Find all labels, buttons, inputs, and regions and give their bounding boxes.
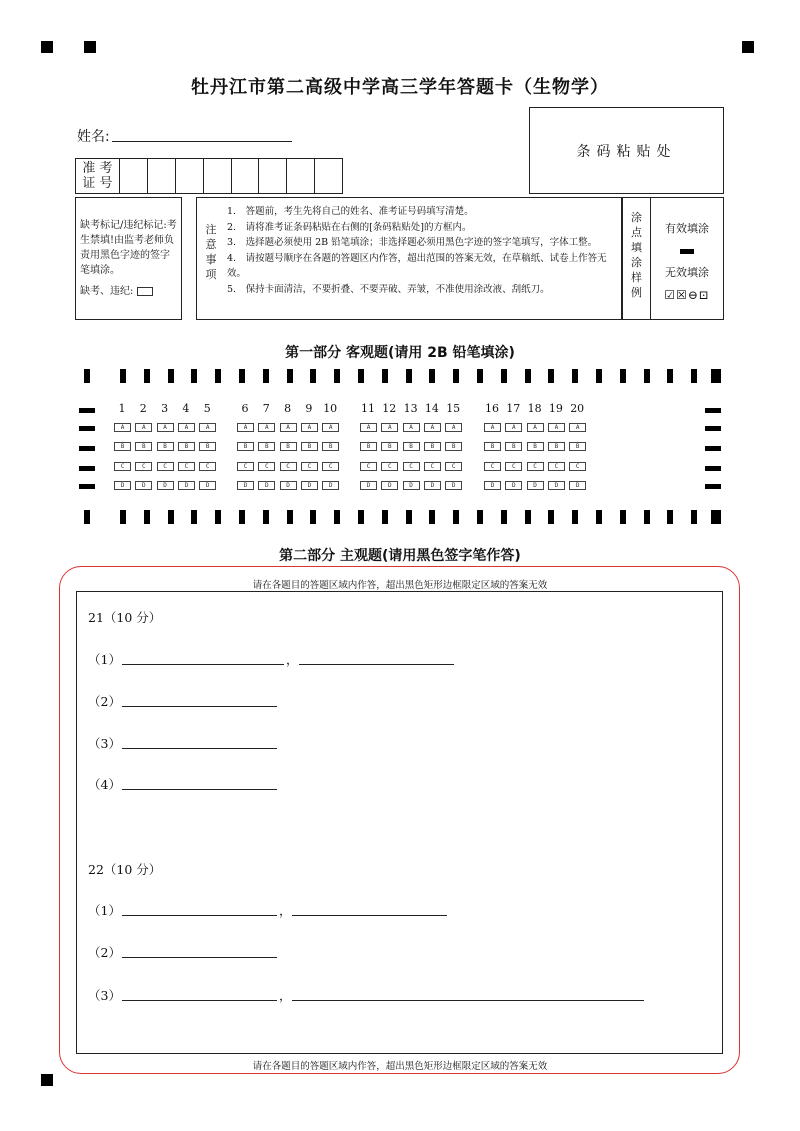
timing-mark [596, 369, 602, 383]
timing-mark [711, 510, 717, 524]
timing-mark [310, 369, 316, 383]
timing-mark [572, 369, 578, 383]
answer-bubble[interactable]: D [548, 481, 565, 490]
answer-bubble[interactable]: A [280, 423, 297, 432]
absent-mark-row: 缺考、违纪: [80, 284, 178, 299]
notice-item: 5. 保持卡面清洁，不要折叠、不要弄破、弄皱，不准使用涂改液、刮纸刀。 [227, 283, 550, 295]
fill-sample-label: 涂 点 填 涂 样 例 [623, 198, 651, 319]
answer-bubble[interactable]: C [301, 462, 318, 471]
answer-bubble[interactable]: C [484, 462, 501, 471]
absent-instructions: 缺考标记/违纪标记:考生禁填!由监考老师负责用黑色字迹的签字笔填涂。 [80, 220, 177, 276]
answer-bubble[interactable]: D [114, 481, 131, 490]
timing-mark [644, 369, 650, 383]
question-number: 19 [548, 402, 563, 415]
answer-bubble[interactable]: A [301, 423, 318, 432]
timing-mark [453, 510, 459, 524]
timing-mark [358, 369, 364, 383]
timing-mark [429, 369, 435, 383]
answer-bubble[interactable]: A [360, 423, 377, 432]
answer-bubble[interactable]: B [360, 442, 377, 451]
q22-answer-line[interactable] [122, 915, 277, 916]
absent-mark-box [75, 197, 182, 320]
answer-bubble[interactable]: D [280, 481, 297, 490]
answer-bubble[interactable]: C [114, 462, 131, 471]
exam-id-cell[interactable] [287, 159, 315, 193]
timing-mark [84, 510, 90, 524]
exam-id-cell[interactable] [232, 159, 260, 193]
answer-bubble[interactable]: A [322, 423, 339, 432]
q21-comma: ， [286, 652, 299, 667]
timing-mark [525, 510, 531, 524]
question-number: 10 [323, 402, 338, 415]
question-number: 2 [139, 402, 147, 415]
timing-mark [501, 510, 507, 524]
answer-bubble[interactable]: A [569, 423, 586, 432]
timing-mark [239, 369, 245, 383]
timing-mark [144, 369, 150, 383]
q21-sub-1: （1） [88, 652, 121, 667]
row-mark [79, 408, 95, 413]
row-mark [79, 484, 95, 489]
answer-bubble[interactable]: A [157, 423, 174, 432]
exam-id-label: 准 考 证 号 [76, 159, 120, 193]
answer-bubble[interactable]: C [403, 462, 420, 471]
barcode-area: 条码粘贴处 [529, 107, 724, 194]
answer-bubble[interactable]: B [237, 442, 254, 451]
answer-bubble[interactable]: A [114, 423, 131, 432]
answer-bubble[interactable]: D [178, 481, 195, 490]
exam-id-grid [75, 158, 343, 194]
question-number: 16 [485, 402, 499, 415]
timing-mark [358, 510, 364, 524]
q21-sub-4: （4） [88, 777, 121, 792]
exam-id-cell[interactable] [315, 159, 342, 193]
timing-mark [572, 510, 578, 524]
answer-bubble[interactable]: C [548, 462, 565, 471]
timing-mark [406, 510, 412, 524]
answer-area-hint-bottom: 请在各题目的答题区域内作答，超出黑色矩形边框限定区域的答案无效 [252, 1061, 548, 1072]
answer-bubble[interactable]: D [403, 481, 420, 490]
answer-bubble[interactable]: A [258, 423, 275, 432]
page-title: 牡丹江市第二高级中学高三学年答题卡（生物学） [191, 77, 609, 98]
fill-sample-body: 有效填涂 无效填涂 ☑☒⊖⊡ [651, 198, 723, 319]
question-number: 11 [361, 402, 375, 415]
timing-mark [310, 510, 316, 524]
answer-bubble[interactable]: C [381, 462, 398, 471]
q21-answer-line[interactable] [122, 706, 277, 707]
answer-bubble[interactable]: D [360, 481, 377, 490]
timing-mark [191, 510, 197, 524]
answer-bubble[interactable]: A [403, 423, 420, 432]
answer-bubble[interactable]: A [484, 423, 501, 432]
timing-mark [596, 510, 602, 524]
question-number: 4 [182, 402, 190, 415]
corner-mark-tl1 [41, 41, 53, 53]
timing-mark [477, 510, 483, 524]
answer-bubble[interactable]: B [445, 442, 462, 451]
answer-bubble[interactable]: A [445, 423, 462, 432]
row-mark [705, 408, 721, 413]
answer-area-hint-top: 请在各题目的答题区域内作答，超出黑色矩形边框限定区域的答案无效 [252, 580, 548, 591]
timing-mark [84, 369, 90, 383]
answer-bubble[interactable]: B [403, 442, 420, 451]
answer-bubble[interactable]: C [157, 462, 174, 471]
name-label: 姓名: [77, 129, 110, 145]
q22-sub-3: （3） [88, 988, 121, 1003]
absent-mark-bubble[interactable] [137, 287, 153, 296]
valid-fill-icon [680, 249, 694, 254]
q21-sub-2: （2） [88, 694, 121, 709]
timing-mark [144, 510, 150, 524]
answer-bubble[interactable]: C [569, 462, 586, 471]
answer-bubble[interactable]: B [135, 442, 152, 451]
timing-mark [382, 369, 388, 383]
exam-id-cell[interactable] [176, 159, 204, 193]
timing-mark [263, 510, 269, 524]
answer-bubble[interactable]: B [258, 442, 275, 451]
answer-bubble[interactable]: D [381, 481, 398, 490]
answer-bubble[interactable]: D [157, 481, 174, 490]
answer-bubble[interactable]: B [381, 442, 398, 451]
timing-mark [263, 369, 269, 383]
timing-mark [644, 510, 650, 524]
invalid-fill-icon: ☑☒⊖⊡ [664, 288, 710, 302]
answer-bubble[interactable]: A [237, 423, 254, 432]
timing-mark [453, 369, 459, 383]
answer-bubble[interactable]: D [527, 481, 544, 490]
question-number: 6 [241, 402, 249, 415]
answer-bubble[interactable]: D [258, 481, 275, 490]
question-number: 14 [424, 402, 439, 415]
answer-bubble[interactable]: D [135, 481, 152, 490]
answer-bubble[interactable]: D [199, 481, 216, 490]
row-mark [705, 446, 721, 451]
corner-mark-bl [41, 1074, 53, 1086]
timing-mark [406, 369, 412, 383]
answer-bubble[interactable]: C [258, 462, 275, 471]
timing-mark [215, 369, 221, 383]
timing-mark [620, 510, 626, 524]
answer-bubble[interactable]: D [569, 481, 586, 490]
q21-answer-line[interactable] [122, 789, 277, 790]
answer-bubble[interactable]: D [322, 481, 339, 490]
row-mark [705, 466, 721, 471]
subjective-answer-area [76, 591, 723, 1054]
notice-label: 注 意 事 项 [205, 223, 217, 281]
timing-mark [691, 369, 697, 383]
timing-mark [334, 369, 340, 383]
q22-comma: ， [279, 903, 292, 918]
timing-mark [120, 369, 126, 383]
answer-bubble[interactable]: C [322, 462, 339, 471]
notice-item: 4. 请按题号顺序在各题的答题区内作答，超出范围的答案无效，在草稿纸、试卷上作答无效。 [227, 252, 607, 279]
q21-answer-line[interactable] [122, 748, 277, 749]
q22-sub-1: （1） [88, 903, 121, 918]
row-mark [79, 426, 95, 431]
timing-mark [711, 369, 717, 383]
name-field[interactable] [112, 141, 292, 142]
answer-bubble[interactable]: C [135, 462, 152, 471]
question-number: 8 [284, 402, 292, 415]
q21-sub-3: （3） [88, 736, 121, 751]
answer-bubble[interactable]: B [322, 442, 339, 451]
timing-mark [168, 369, 174, 383]
answer-bubble[interactable]: D [424, 481, 441, 490]
answer-bubble[interactable]: B [424, 442, 441, 451]
q22-answer-line[interactable] [122, 957, 277, 958]
answer-bubble[interactable]: B [157, 442, 174, 451]
answer-bubble[interactable]: C [527, 462, 544, 471]
q22-answer-line[interactable] [122, 1000, 277, 1001]
answer-bubble[interactable]: D [445, 481, 462, 490]
answer-bubble[interactable]: A [548, 423, 565, 432]
row-mark [79, 446, 95, 451]
answer-bubble[interactable]: A [199, 423, 216, 432]
answer-bubble[interactable]: C [445, 462, 462, 471]
answer-bubble[interactable]: D [484, 481, 501, 490]
answer-bubble[interactable]: C [199, 462, 216, 471]
timing-mark [477, 369, 483, 383]
row-mark [705, 484, 721, 489]
notice-item: 3. 选择题必须使用 2B 铅笔填涂；非选择题必须用黑色字迹的签字笔填写，字体工整。 [227, 237, 598, 248]
answer-bubble[interactable]: A [527, 423, 544, 432]
question-number: 18 [527, 402, 542, 415]
answer-bubble[interactable]: A [505, 423, 522, 432]
exam-id-cell[interactable] [259, 159, 287, 193]
notice-item: 2. 请将准考证条码粘贴在右侧的[条码粘贴处]的方框内。 [227, 221, 472, 233]
timing-mark [525, 369, 531, 383]
corner-mark-tl2 [84, 41, 96, 53]
timing-mark [691, 510, 697, 524]
timing-mark [429, 510, 435, 524]
answer-bubble[interactable]: B [527, 442, 544, 451]
answer-bubble[interactable]: C [360, 462, 377, 471]
answer-bubble[interactable]: B [505, 442, 522, 451]
exam-id-cell[interactable] [120, 159, 148, 193]
corner-mark-tr [742, 41, 754, 53]
answer-bubble[interactable]: B [114, 442, 131, 451]
question-number: 13 [403, 402, 418, 415]
timing-mark [334, 510, 340, 524]
q21-answer-line[interactable] [299, 664, 454, 665]
row-mark [79, 466, 95, 471]
timing-mark [548, 369, 554, 383]
answer-bubble[interactable]: C [424, 462, 441, 471]
timing-mark [667, 369, 673, 383]
question-number: 17 [506, 402, 521, 415]
answer-bubble[interactable]: C [280, 462, 297, 471]
answer-bubble[interactable]: B [548, 442, 565, 451]
answer-bubble[interactable]: A [381, 423, 398, 432]
q22-sub-2: （2） [88, 945, 121, 960]
answer-bubble[interactable]: A [178, 423, 195, 432]
timing-mark [239, 510, 245, 524]
fill-sample-box [622, 197, 724, 320]
part2-title: 第二部分 主观题(请用黑色签字笔作答) [279, 548, 521, 564]
answer-bubble[interactable]: D [237, 481, 254, 490]
timing-mark [620, 369, 626, 383]
question-number: 12 [382, 402, 397, 415]
question-number: 20 [570, 402, 585, 415]
exam-id-cell[interactable] [148, 159, 176, 193]
answer-bubble[interactable]: B [199, 442, 216, 451]
timing-mark [287, 510, 293, 524]
notice-item: 1. 答题前，考生先将自己的姓名、准考证号码填写清楚。 [227, 206, 474, 217]
notice-items [225, 198, 621, 319]
answer-bubble[interactable]: A [424, 423, 441, 432]
question-number: 3 [161, 402, 169, 415]
timing-mark [120, 510, 126, 524]
timing-mark [548, 510, 554, 524]
part1-title: 第一部分 客观题(请用 2B 铅笔填涂) [285, 345, 515, 361]
q22-answer-line[interactable] [292, 915, 447, 916]
timing-mark [667, 510, 673, 524]
question-number: 9 [305, 402, 313, 415]
timing-mark [168, 510, 174, 524]
timing-mark [501, 369, 507, 383]
question-number: 1 [118, 402, 126, 415]
q22-answer-line[interactable] [292, 1000, 644, 1001]
answer-bubble[interactable]: A [135, 423, 152, 432]
timing-mark [382, 510, 388, 524]
answer-bubble[interactable]: D [301, 481, 318, 490]
timing-mark [191, 369, 197, 383]
answer-bubble[interactable]: B [178, 442, 195, 451]
answer-bubble[interactable]: B [280, 442, 297, 451]
exam-id-cell[interactable] [204, 159, 232, 193]
answer-bubble[interactable]: D [505, 481, 522, 490]
answer-bubble[interactable]: C [237, 462, 254, 471]
notice-box [196, 197, 622, 320]
q21-answer-line[interactable] [122, 664, 284, 665]
answer-bubble[interactable]: C [178, 462, 195, 471]
q21-title: 21（10 分） [88, 610, 162, 625]
question-number: 15 [446, 402, 461, 415]
timing-mark [287, 369, 293, 383]
answer-bubble[interactable]: C [505, 462, 522, 471]
q22-comma: ， [279, 988, 292, 1003]
q22-title: 22（10 分） [88, 862, 162, 877]
timing-mark [215, 510, 221, 524]
question-number: 7 [262, 402, 270, 415]
answer-bubble[interactable]: B [301, 442, 318, 451]
row-mark [705, 426, 721, 431]
question-number: 5 [203, 402, 211, 415]
answer-bubble[interactable]: B [484, 442, 501, 451]
answer-bubble[interactable]: B [569, 442, 586, 451]
